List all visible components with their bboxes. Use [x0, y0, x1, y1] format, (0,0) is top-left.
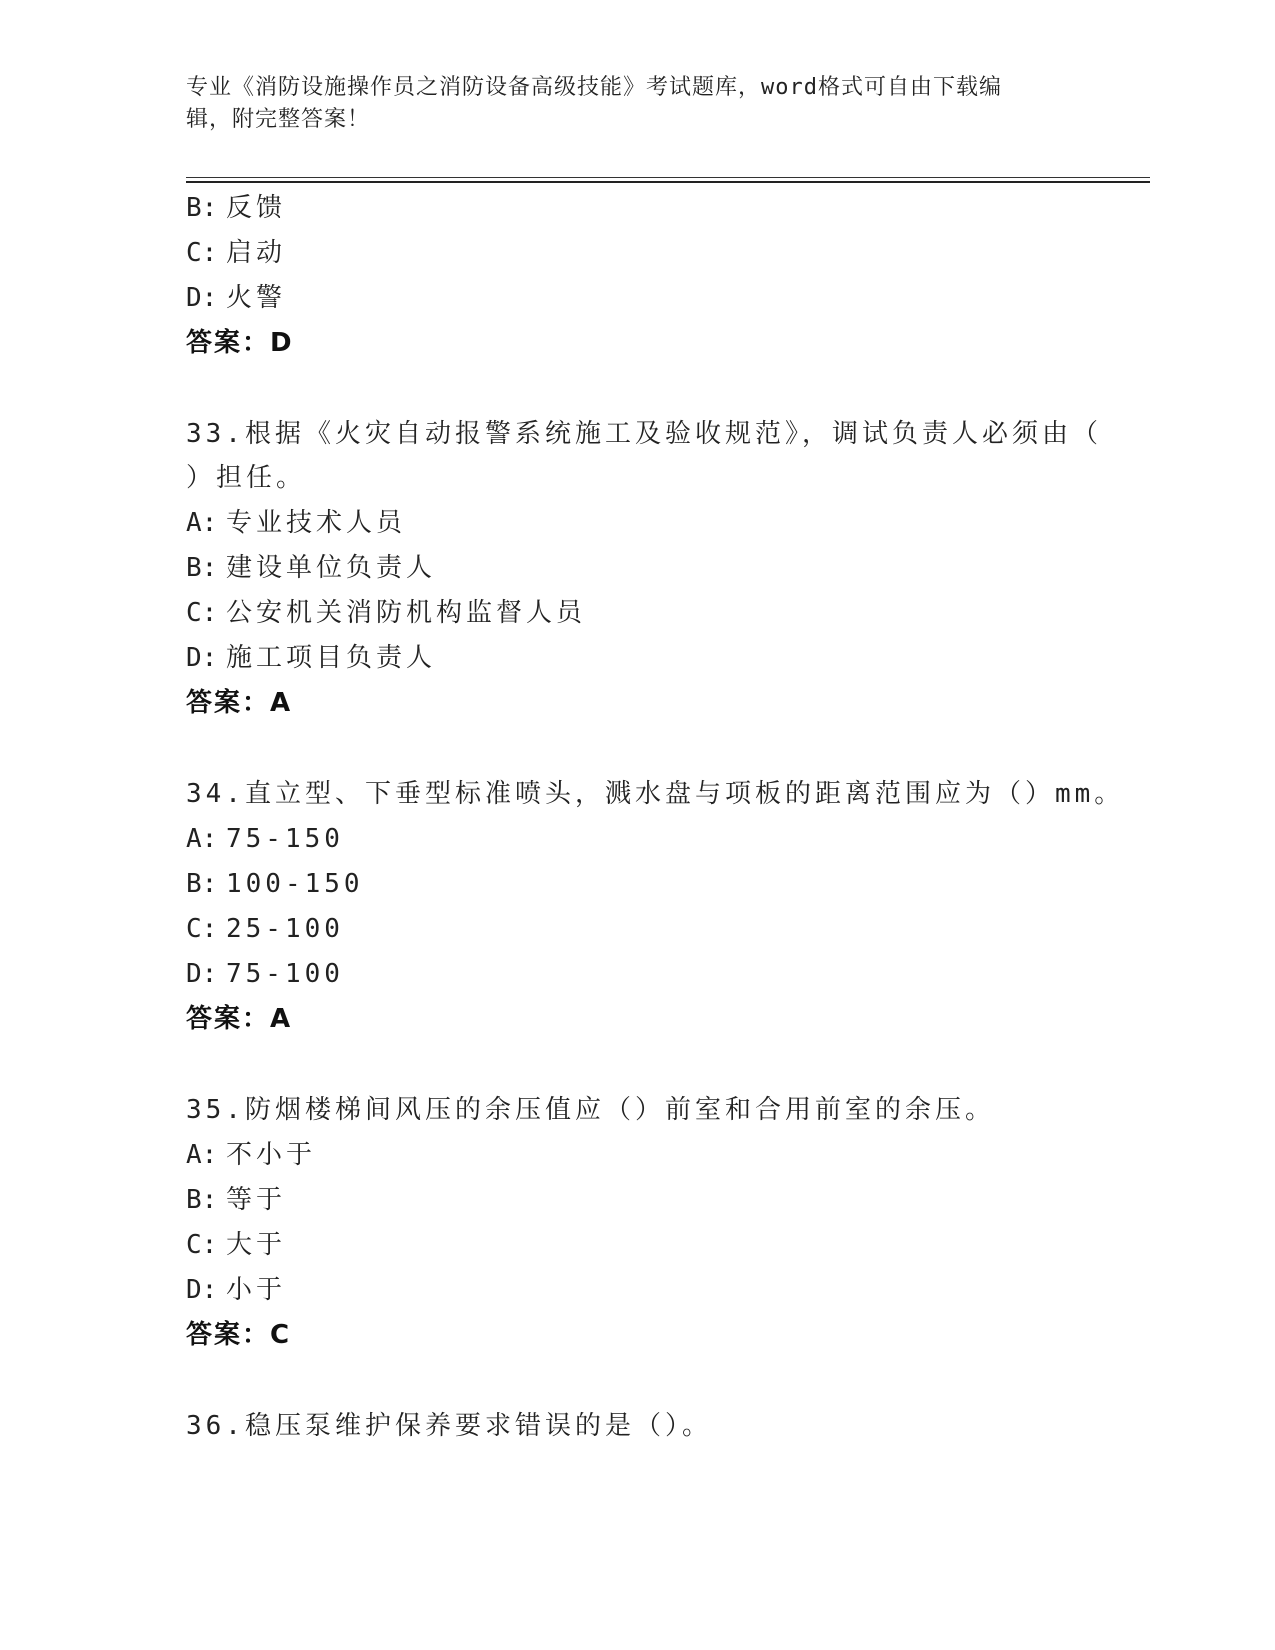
option-text: 施工项目负责人: [226, 643, 437, 673]
q35-answer: 答案：C: [186, 1320, 292, 1350]
option-letter: D:: [186, 1275, 218, 1305]
header-line-1: 专业《消防设施操作员之消防设备高级技能》考试题库，word格式可自由下载编: [186, 75, 1002, 100]
option-text: 建设单位负责人: [226, 553, 437, 583]
option-letter: D:: [186, 283, 218, 313]
prev-option-b: [186, 192, 286, 224]
option-letter: C:: [186, 238, 218, 268]
option-letter: B:: [186, 553, 218, 583]
q33-option-b: [186, 552, 436, 584]
option-letter: C:: [186, 598, 218, 628]
q33-option-c: [186, 597, 586, 629]
option-text: 反馈: [226, 193, 287, 223]
q33-stem-line-2: ）担任。: [186, 463, 307, 493]
q34-option-c: [186, 913, 344, 945]
q34-stem-line-1: 34.直立型、下垂型标准喷头，溅水盘与项板的距离范围应为（）mm。: [186, 779, 1125, 809]
q34-option-b: [186, 868, 364, 900]
q34-option-d: [186, 958, 344, 990]
q33-stem-line-1: 33.根据《火灾自动报警系统施工及验收规范》，调试负责人必须由（: [186, 419, 1102, 449]
q33-option-a: [186, 507, 406, 539]
prev-answer: 答案：D: [186, 328, 294, 358]
option-text: 75-100: [226, 959, 344, 989]
option-text: 25-100: [226, 914, 344, 944]
option-letter: B:: [186, 1185, 218, 1215]
option-text: 大于: [226, 1230, 287, 1260]
page-header: [186, 72, 1066, 136]
option-text: 小于: [226, 1275, 287, 1305]
prev-option-c: [186, 237, 286, 269]
option-text: 不小于: [226, 1140, 317, 1170]
q35-option-c: [186, 1229, 286, 1261]
q34-answer: 答案：A: [186, 1004, 293, 1034]
option-letter: C:: [186, 1230, 218, 1260]
option-letter: D:: [186, 643, 218, 673]
option-text: 启动: [226, 238, 287, 268]
q35-option-d: [186, 1274, 286, 1306]
prev-option-d: [186, 282, 286, 314]
q35-option-a: [186, 1139, 316, 1171]
q33-option-d: [186, 642, 436, 674]
q34-option-a: [186, 823, 344, 855]
option-text: 75-150: [226, 824, 344, 854]
option-text: 火警: [226, 283, 287, 313]
option-text: 专业技术人员: [226, 508, 407, 538]
option-letter: A:: [186, 824, 218, 854]
option-letter: B:: [186, 869, 218, 899]
option-text: 公安机关消防机构监督人员: [226, 598, 587, 628]
q35-option-b: [186, 1184, 286, 1216]
q36-stem-line-1: 36.稳压泵维护保养要求错误的是（）。: [186, 1411, 712, 1441]
q35-stem-line-1: 35.防烟楼梯间风压的余压值应（）前室和合用前室的余压。: [186, 1095, 995, 1125]
header-divider-thin: [186, 177, 1150, 178]
option-letter: B:: [186, 193, 218, 223]
option-text: 100-150: [226, 869, 364, 899]
header-divider-thick: [186, 181, 1150, 183]
option-letter: A:: [186, 508, 218, 538]
option-letter: C:: [186, 914, 218, 944]
option-letter: D:: [186, 959, 218, 989]
q33-answer: 答案：A: [186, 688, 293, 718]
option-text: 等于: [226, 1185, 287, 1215]
header-line-2: 辑，附完整答案！: [186, 107, 371, 132]
option-letter: A:: [186, 1140, 218, 1170]
